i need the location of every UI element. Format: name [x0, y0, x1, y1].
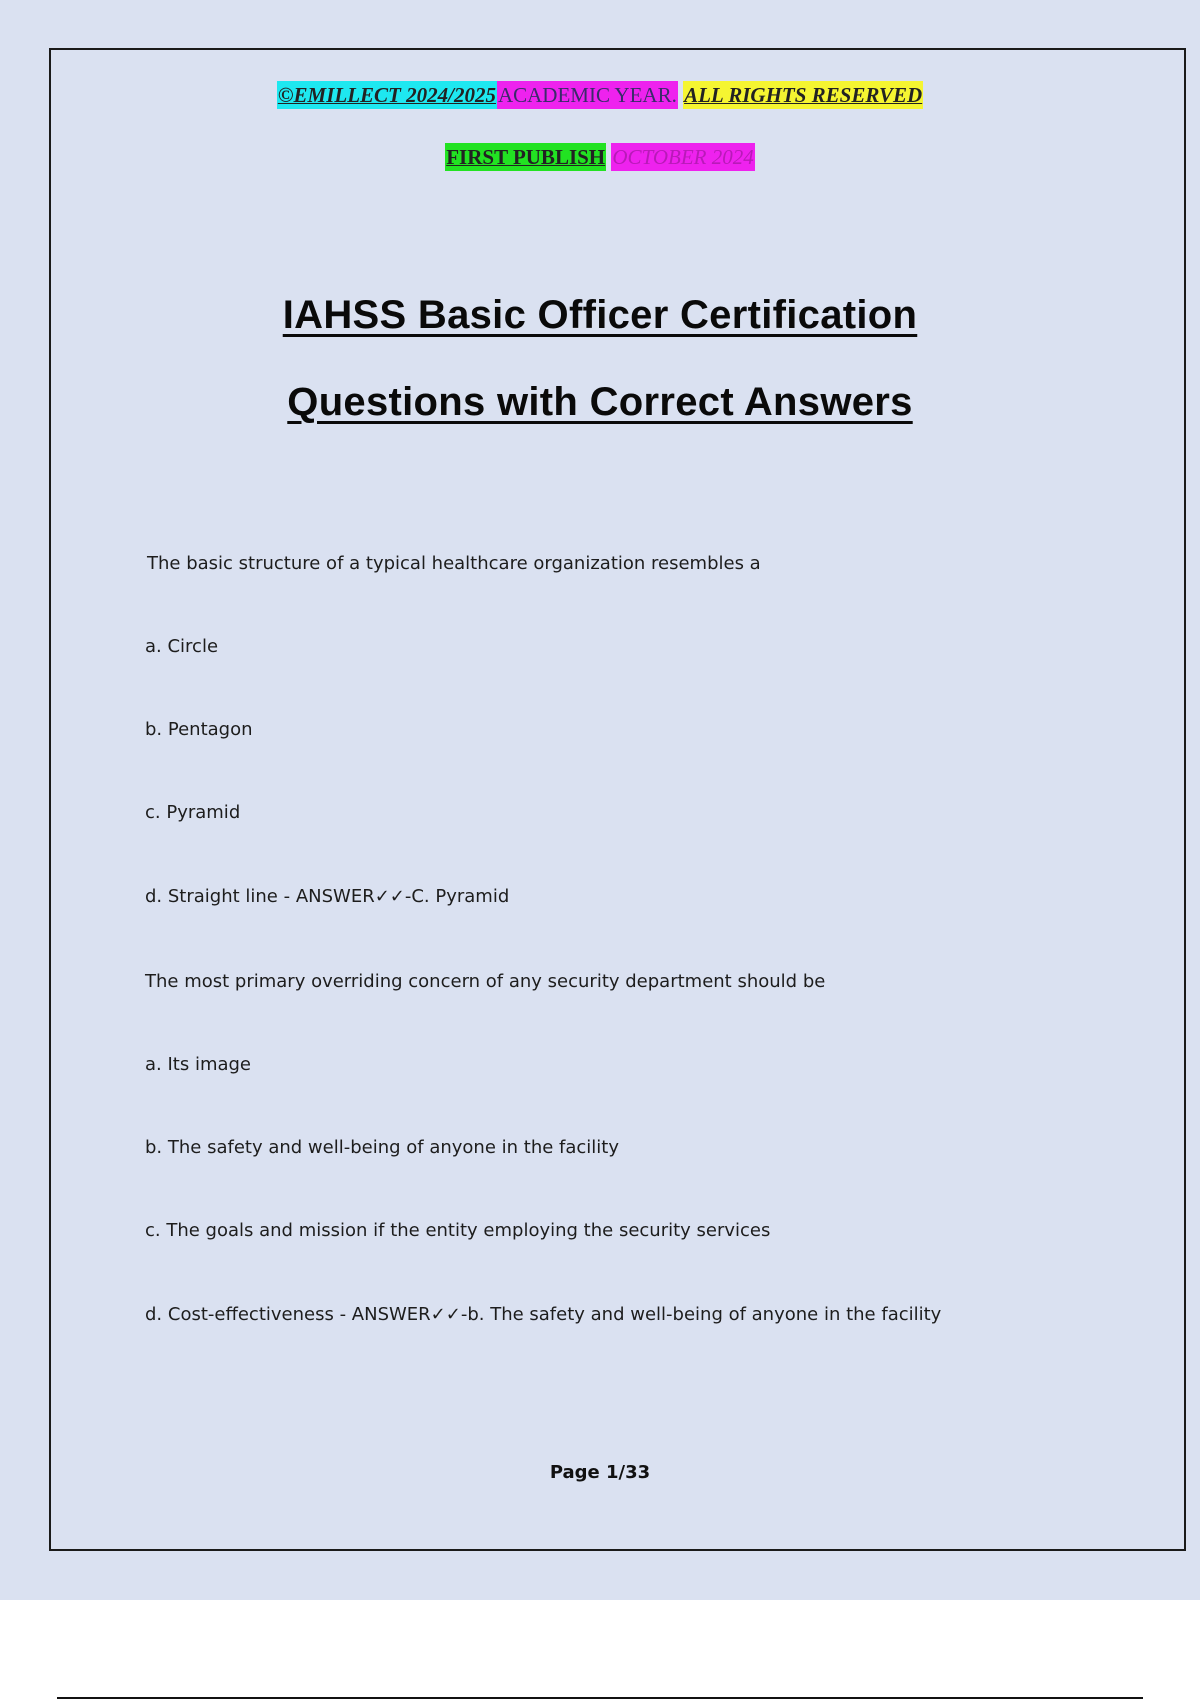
copyright-line	[0, 83, 1200, 108]
answer-option-with-answer: d. Cost-effectiveness - ANSWER✓✓-b. The safety and well-being of anyone in the facility	[145, 1304, 942, 1325]
answer-option-with-answer: d. Straight line - ANSWER✓✓-C. Pyramid	[145, 886, 510, 907]
document-title-line-2: Questions with Correct Answers	[287, 380, 913, 424]
document-title-line-1: IAHSS Basic Officer Certification	[282, 293, 918, 337]
page-border	[49, 48, 1186, 1551]
rights-reserved-highlight: ALL RIGHTS RESERVED	[684, 83, 923, 107]
answer-option: c. Pyramid	[145, 802, 241, 823]
page-number: Page 1/33	[549, 1462, 651, 1483]
first-publish-highlight: FIRST PUBLISH	[446, 145, 606, 169]
answer-option: a. Circle	[145, 636, 219, 657]
answer-option: a. Its image	[145, 1054, 252, 1075]
answer-option: b. The safety and well-being of anyone in the facility	[145, 1137, 620, 1158]
answer-option: b. Pentagon	[145, 719, 253, 740]
academic-year-highlight: ACADEMIC YEAR.	[497, 83, 677, 107]
answer-option: c. The goals and mission if the entity employing the security services	[145, 1220, 771, 1241]
publish-date-highlight: OCTOBER 2024	[612, 145, 754, 169]
question-text: The basic structure of a typical healthcare organization resembles a	[147, 553, 761, 574]
question-text: The most primary overriding concern of any security department should be	[145, 971, 826, 992]
publish-line	[0, 145, 1200, 170]
copyright-highlight: ©EMILLECT 2024/2025	[277, 83, 496, 107]
next-page-divider	[57, 1697, 1143, 1699]
